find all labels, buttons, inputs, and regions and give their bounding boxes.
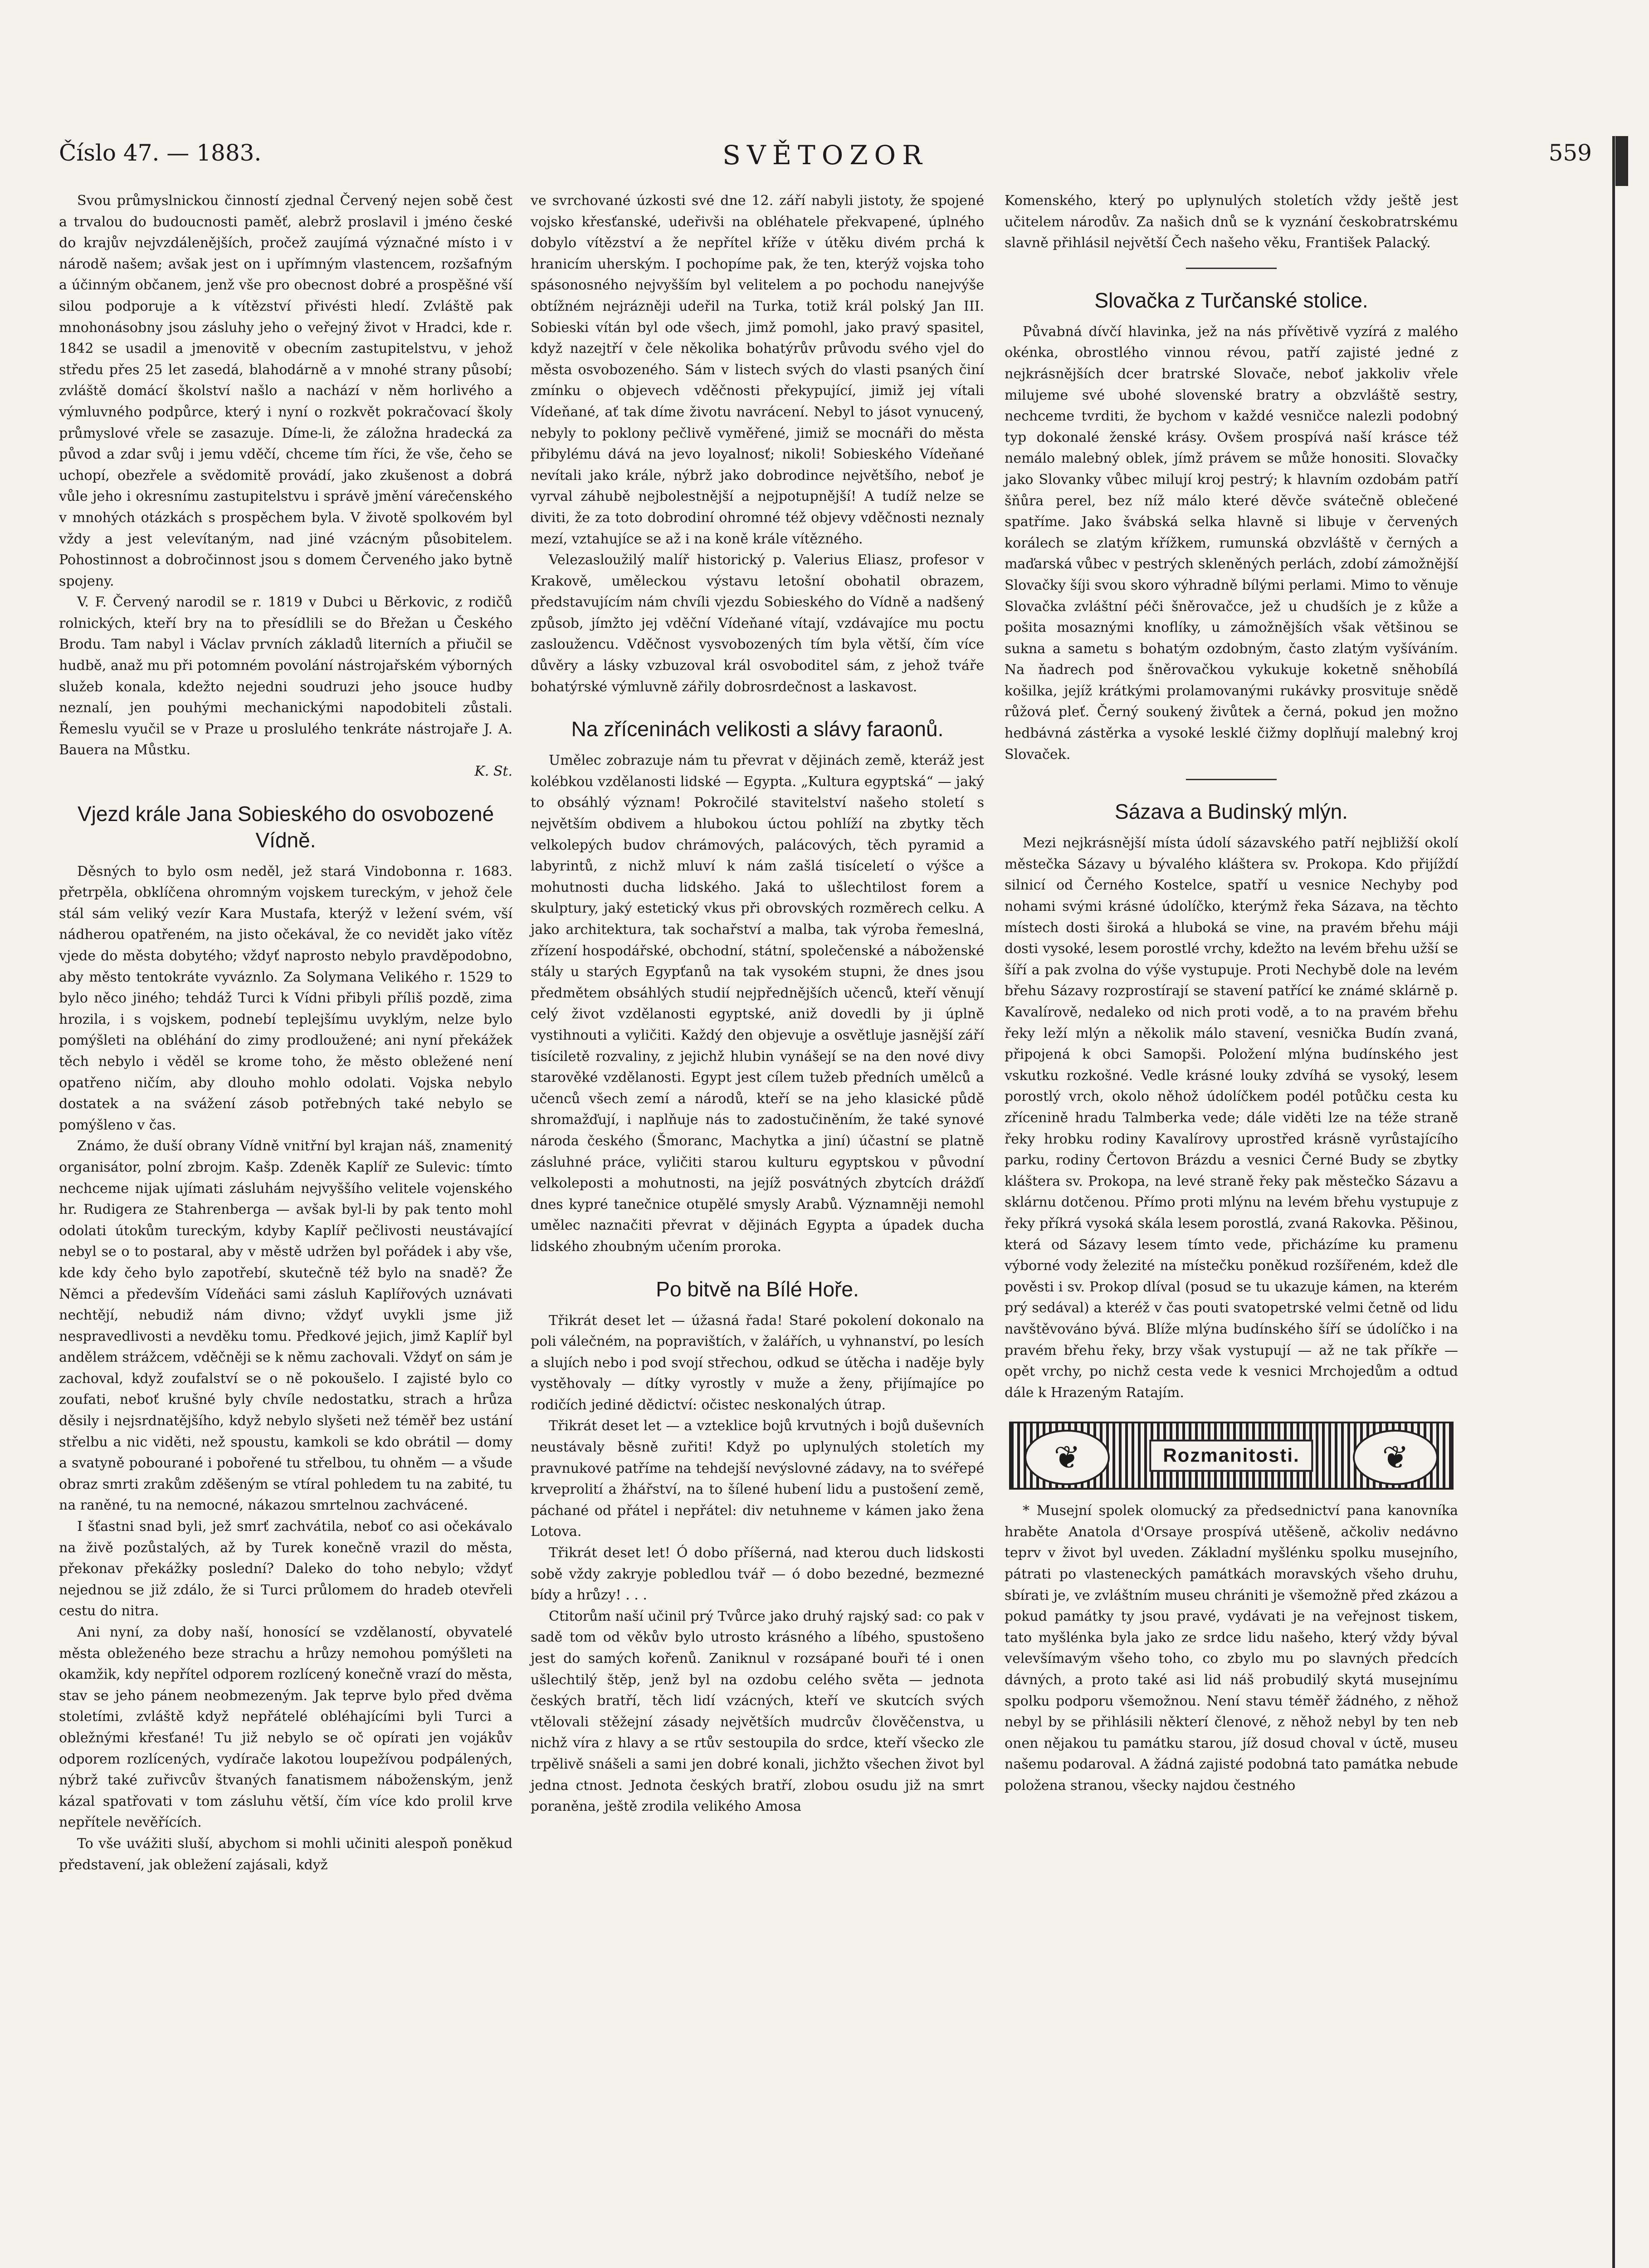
paragraph: ve svrchované úzkosti své dne 12. září nabyli jistoty, že spojené vojsko křesťanské, udeřivši na obléhatele překvapené, úplného dobylo vítězství a že nepřítel kříže v útěku divém prchá k hranicím uherským. I pochopíme pak, že ten, kterýž vojska toho spásonosného nejvyšším byl velitelem a po pochodu nanejvýše obtížném nejrázněji udeřil na Turka, totiž král polský Jan III. Sobieski vítán byl ode všech, jimž pomohl, jako pravý spasitel, když nazejtří v čele několika bohatýrův průvodu svého vjel do města osvobozeného. Sám v listech svých do vlasti psaných činí zmínku o objevech vděčnosti překypující, jimiž jej vítali Vídeňané, ať tak díme životu navrácení. Nebyl to jásot vynucený, nebyly to poklony pečlivě vyměřené, jimiž se mocnáři do města přibylému dává na jevo loyalnosť; nikoli! Sobieského Vídeňané nevítali jako krále, nýbrž jako dobrodince největšího, neboť je vyrval záhubě nejbolestnější a nejpotupnější! A tudíž nelze se diviti, že za toto dobrodiní ohromné též objevy vděčnosti neznaly mezí, vztahujíce se až i na koně krále vítězného.	[531, 193, 984, 547]
section-title: Sázava a Budinský mlýn.	[1115, 800, 1348, 824]
section-title: Na zříceninách velikosti a slávy faraonů.	[571, 717, 944, 741]
ornament-flourish-icon: ❦	[1353, 1430, 1438, 1485]
paragraph: Svou průmyslnickou činností zjednal Červený nejen sobě čest a trvalou do budoucnosti paměť, alebrž proslavil i jméno české do krajův nejvzdálenějších, pročež zaujímá význačné místo i v národě našem; avšak jest on i upřímným vlastencem, rozšafným a účinným občanem, jenž vše pro obecnost dobré a prospěšné vší silou podporuje a k vítězství přivésti hledí. Zvláště pak mnohonásobny jsou zásluhy jeho o veřejný život v Hradci, kde r. 1842 se usadil a jmenovitě v obecním zastupitelstvu, v jehož středu přes 25 let zasedá, blahodárně a v mnohé strany působí; zvláště domácí školství našlo a nachází v něm horlivého a výmluvného podpůrce, který i nyní o rozkvět pokračovací školy průmyslové vřele se zasazuje. Díme-li, že záložna hradecká za původ a zdar svůj i jemu vděčí, chceme tím říci, že vše, čeho se uchopí, obezřele a svědomitě provádí, jako zkušenost a dobrá vůle jeho i okresnímu zastupitelstvu i správě jmění várečenského v mnohých otázkách s prospěchem byla. V životě spolkovém byl vždy a jest velevítaným, nad jiné vzácným působitelem. Pohostinnost a dobročinnost jsou s domem Červeného jako bytně spojeny.	[59, 193, 512, 589]
page-edge-tab	[1615, 136, 1628, 186]
issue-number: Číslo 47. — 1883.	[59, 140, 262, 166]
page-header	[59, 140, 1592, 176]
paragraph: V. F. Červený narodil se r. 1819 v Dubci u Běrkovic, z rodičů rolnických, kteří bry na to přesídlili se do Břežan u Českého Brodu. Tam nabyl i Václav prvních základů literních a přiučil se hudbě, anaž mu při potomném povolání nástrojařském výborných služeb konala, kdežto nejedni soudruzi jeho jsouce hudby neznalí, jen pouhými mechanickými napodobiteli zůstali. Řemeslu vyučil se v Praze u proslulého tenkráte nástrojaře J. A. Bauera na Můstku.	[59, 594, 512, 758]
column-2	[531, 191, 984, 1818]
page-edge-rule	[1612, 136, 1615, 2268]
section-title: Vjezd krále Jana Sobieského do osvobozené Vídně.	[77, 802, 494, 852]
ornament-flourish-icon: ❦	[1025, 1430, 1110, 1485]
paragraph: Třikrát deset let — úžasná řada! Staré pokolení dokonalo na poli válečném, na popravištích, v žalářích, u vyhnanství, po lesích a slujích nebo i pod svojí střechou, odkud se útěcha i naděje byly vystěhovaly — dítky vyrostly v muže a ženy, přijímajíce po rodičích jediné dědictví: očistec neskonalých útrap.	[531, 1312, 984, 1413]
paragraph: Půvabná dívčí hlavinka, jež na nás přívětivě vyzírá z malého okénka, obrostlého vinnou révou, patří zajisté jedné z nejkrásnějších dcer bratrské Slovače, neboť jakkoliv vřele milujeme své ubohé slovenské bratry a obzvláště sestry, nechceme tvrditi, že bychom v každé vesničce nalezli podobný typ dokonalé ženské krásy. Ovšem prospívá naší krásce též nemálo malebný oblek, jímž právem se může honositi. Slovačky jako Slovanky vůbec milují kroj pestrý; k hlavním ozdobám patří šňůra perel, bez níž málo které děvče svátečně oblečené spatříme. Jako švábská selka hlavně si libuje v červených korálech se zlatým křížkem, rumunská obzvláště v černých a maďarská vůbec v pestrých skleněných perlách, zdobí zámožnější Slovačky šíji svou skoro výhradně bílými perlami. Mimo to věnuje Slovačka zvláštní péči šněrovačce, jež u chudších je z kůže a pošita mosaznými knoflíky, u zámožnějších však většinou se sukna a sametu s bohatým ozdobným, často zlatým vyšíváním. Na ňadrech pod šněrovačkou vykukuje koketně sněhobílá košilka, jejíž krátkými prolamovanými rukávky prosvituje snědě růžová pleť. Černý soukený živůtek a černá, pokud jen možno hedbávná zástěrka a vysoké lesklé čižmy doplňují malebný kroj Slovaček.	[1005, 323, 1458, 763]
masthead: SVĚTOZOR	[722, 140, 928, 171]
paragraph: Děsných to bylo osm neděl, jež stará Vindobonna r. 1683. přetrpěla, obklíčena ohromným vojskem tureckým, v jehož čele stál sám veliký vezír Kara Mustafa, kterýž v ležení svém, vší nádherou opatřeném, na jisto očekával, že co nevidět jako vítěz vjede do města dobytého; vždyť naprosto nebylo pravděpodobno, aby město tentokráte vyváznlo. Za Solymana Velikého r. 1529 to bylo něco jiného; tehdáž Turci k Vídni přibyli příliš pozdě, zima hrozila, i s vojskem, podnebí teplejšímu uvyklým, nelze bylo pomýšleti na obléhání do zimy prodloužené; ani nyní překážek těch nebylo i věděl se krome toho, že město obležené není opatřeno ničím, aby dlouho mohlo odolati. Vojska nebylo dostatek a na svážení zásob potřebných také nebylo se pomýšleno v čas.	[59, 863, 512, 1133]
paragraph: Velezasloužilý malíř historický p. Valerius Eliasz, profesor v Krakově, uměleckou výstavu letošní obohatil obrazem, představujícím nám chvíli vjezdu Sobieského do Vídně a nadšený způsob, jímžto jej vděční Vídeňané vítají, vzdávajíce mu poctu zasloužencu. Vděčnost vysvobozených tím byla větší, čím více důvěry a lásky vzbuzoval král osvoboditel sám, z jehož tváře bohatýrské výmluvně zářily dobrosrdečnost a laskavost.	[531, 552, 984, 695]
paragraph: Třikrát deset let — a vztekliсе bojů krvutných i bojů duševních neustávaly běsně zuřiti! Když po uplynulých stoletích my pravnukové patříme na tehdejší nevýslovné zádavy, na to svéřepé krveprolití a žhářství, na to šílené hubení lidu a pustošení země, páchané od přátel i nepřátel: div netuhneme v kámen jako žena Lotova.	[531, 1418, 984, 1540]
author-signature: K. St.	[474, 763, 512, 780]
paragraph: I šťastni snad byli, jež smrť zachvátila, neboť co asi očekávalo na živě pozůstalých, až by Turek konečně vrazil do města, překonav překážky poslední? Daleko do toho nebylo; vždyť nejednou se již zdálo, že si Turci průlomem do hradeb otevřeli cestu do nitra.	[59, 1519, 512, 1619]
section-title: Slovačka z Turčanské stolice.	[1094, 288, 1368, 312]
paragraph: Ani nyní, za doby naší, honosící se vzdělaností, obyvatelé města obleženého beze strachu a hrůzy nemohou pomýšleti na okamžik, kdy nepřítel odporem rozlícený konečně vrazí do města, stav se jeho pánem neobmezeným. Jak teprve bylo před dvěma stoletími, zvláště když nepřátelé obléhajícími byli Turci a obležnými křesťané! Tu již nebylo se oč opírati jen vojákův odporem rozlícených, vydírače lakotou loupežívou podpálených, nýbrž také zuřivcův štvaných fanatismem náboženským, jenž kázal spatřovati v tom zásluhu větší, čím více kdo prolil krve nepřítele nevěřících.	[59, 1624, 512, 1831]
paragraph: Mezi nejkrásnější místa údolí sázavského patří nejbližší okolí městečka Sázavy u bývalého kláštera sv. Prokopa. Kdo přijíždí silnicí od Černého Kostelce, spatří u vesnice Nechyby pod nohami svými krásné údolíčko, kterýmž řeka Sázava, na těchto místech dosti široká a hluboká se vine, na pravém břehu máji dosti vysoké, lesem porostlé vrchy, kdežto na levém břehu užší se šíří a pak zvolna do výše vystupuje. Proti Nechybě dole na levém břehu Sázavy rozprostírají se stavení patřící ke známé sklárně p. Kavalírově, nedaleko od nich proti vodě, a to na pravém břehu řeky leží mlýn a několik málo stavení, vesnička Budín zvaná, připojená k obci Samopši. Položení mlýna budínského jest vskutku rozkošné. Vedle krásné louky zdvíhá se vysoký, lesem porostlý vrch, okolo něhož údolíčkem podél potůčku cesta ku zřícenině hradu Talmberka vede; dále viděti lze na téže straně řeky hrobku rodiny Kavalírovy uprostřed krásně vyrůstajícího parku, rodiny Čertovon Brázdu a vesnici Černé Budy se zbytky kláštera sv. Prokopa, na levé straně řeky pak městečko Sázavu a sklárnu dotčenou. Přímo proti mlýnu na levém břehu vystupuje z řeky příkrá vysoká skála lesem porostlá, zvaná Rakovka. Pěšinou, která od Sázavy lesem tímto vede, přicházíme ku pramenu výborné vody železité na místečku poněkud rozšířeném, kdež dle pověsti i sv. Prokop dlíval (posud se tu ukazuje kámen, na kterém prý sedával) a kteréž v čas pouti svatopetrské velmi četně od lidu navštěvováno bývá. Blíže mlýna budínského šíří se údolíčko i na pravém břehu řeky, brzy však vystupují — až ne tak příkře — opět vrchy, po nichž cesta vede k vesnici Mrchojedům a odtud dále k Hrazeným Ratajím.	[1005, 835, 1458, 1401]
ornament-label: Rozmanitosti.	[1149, 1440, 1313, 1472]
section-divider	[1186, 268, 1277, 269]
paragraph: Komenského, který po uplynulých stoletích vždy ještě jest učitelem národův. Za našich dnů se k vyznání českobratrskému slavně přihlásil největší Čech našeho věku, František Palacký.	[1005, 193, 1458, 251]
page-number: 559	[1548, 140, 1592, 166]
paragraph: * Musejní spolek olomucký za předsednictví pana kanovníka hraběte Anatola d'Orsaye prospívá utěšeně, ačkoliv nedávno teprv v život byl uveden. Základní myšlénku spolku musejního, pátrati po vlasteneckých památkách moravských všeho druhu, sbírati je, ve zvláštním museu chrániti je všemožně před zkázou a pokud památky ty jsou pravé, vydávati je na veřejnost tiskem, tato myšlénka byla jako ze srdce lidu našeho, který vždy býval velevšímavým všeho toho, co zbylo mu po slavných předcích dávných, a proto také asi lid náš probudilý skytá musejnímu spolku podporu všemožnou. Není stavu téměř žádného, z něhož nebyl by se přihlásili některí členové, z něhož nebyl by ten neb onen nějakou tu památku starou, jíž dosud choval v úctě, museu našemu podaroval. A žádná zajisté podobná tato památka nebude položena stranou, všecky najdou čestného	[1005, 1503, 1458, 1794]
column-1	[59, 191, 512, 1876]
section-title: Po bitvě na Bílé Hoře.	[656, 1277, 859, 1301]
paragraph: Umělec zobrazuje nám tu převrat v dějinách země, kteráž jest kolébkou vzdělanosti lidské — Egypta. „Kultura egyptská“ — jaký to obsáhlý význam! Pokročilé stavitelství našeho století s největším obdivem a hlubokou úctou pohlíží na zbytky těch velkolepých budov chrámových, palácových, těch pyramid a labyrintů, z nichž mluví k nám zašlá tisíceletí o výšce a mohutnosti ducha lidského. Jaká to ušlechtilost forem a skulptury, jaký estetický vkus při obrovských rozměrech celku. A jako architektura, tak sochařství a malba, tak výroba řemeslná, zřízení hospodářské, obchodní, státní, společenské a náboženské stály u starých Egypťanů na tak vysokém stupni, že dnes jsou předmětem obsáhlých studií nejpřednějších učenců, kteří věnují celý život vzdělanosti egyptské, aniž dovedli by ji úplně vystihnouti a vyličiti. Každý den objevuje a osvětluje jasnější září tisíciletě rozvaliny, z jejichž hlubin vynášejí se na den nové divy starověké vzdělanosti. Egypt jest cílem tužeb předních umělců a učenců všech zemí a národů, kteří se na jeho klasické půdě shromažďují, i naplňuje nás to zadostučiněním, že také synové národa českého (Šmoranc, Machytka a jiní) účastní se platně zásluhné práce, vyličiti starou kulturu egyptskou v původní velkoleposti a mohutnosti, na jejíž posvátných zbytcích drážďí dnes kypré tanečnice otupělé smysly Arabů. Významněji nemohl umělec naznačiti převrat v dějinách Egypta a úpadek ducha lidského zhoubným učením proroka.	[531, 753, 984, 1255]
paragraph: To vše uvážiti sluší, abychom si mohli učiniti alespoň poněkud představení, jak obležení zajásali, když	[59, 1835, 512, 1873]
column-3	[1005, 191, 1458, 1797]
section-divider	[1186, 779, 1277, 780]
paragraph: Ctitorům naší učinil prý Tvůrce jako druhý rajský sad: co pak v sadě tom od věkův bylo utrosto krásného a líbého, spustošeno jest do samých kořenů. Zaniknul v rozsápané bouři té i onen ušlechtilý štěp, jenž byl na ozdobu celého světa — jednota českých bratří, těch lidí vzácných, kteří ve skutcích svých vtělovali stěžejní zásady největších mudrcův člověčenstva, u nichž víra z hlavy a se rtův sestoupila do srdce, kteří všecko zle trpělivě snášeli a sami jen dobré konali, jichžto všechen život byl jedna ctnost. Jednota českých bratří, zlobou osudu již na smrt poraněna, ještě zrodila velikého Amosa	[531, 1608, 984, 1815]
paragraph: Známo, že duší obrany Vídně vnitřní byl krajan náš, znamenitý organisátor, polní zbrojm. Kašp. Zdeněk Kaplíř ze Sulevic: tímto nechceme nijak ujímati zásluhám nejvyššího velitele vojenského hr. Rudigera ze Stahrenberga — avšak byl-li by pak tento mohl odolati útokům tureckým, kdyby Kaplíř pečlivosti neustávající nebyl se o to postaral, aby v městě udržen byl pořádek i aby vše, kde kdy čeho bylo zapotřebí, skutečně též bylo na snadě? Že Němci a především Vídeňáci sami zásluh Kaplířových uznávati nechtějí, nebudiž nám divno; vždyť uvykli jsme již nespravedlivosti a nevděku tomu. Předkové jejich, jimž Kaplíř byl andělem strážcem, vděčněji se k němu zachovali. Vždyť on sám je zachoval, když zoufalství se o ně pokoušelo. I zajisté bylo co zoufati, neboť krušné byly chvíle nedostatku, strach a hrůza děsily i nejsrdnatějšího, když nebylo slyšeti než téměř bez ustání střelbu a nic viděti, než spoustu, kamkoli se kdo obrátil — domy a svatyně pobourané i pobořené tu střelbou, tu ohněm — a všude obraz smrti zrakům zděšeným se vtíral pohledem tu na zabité, tu na raněné, tu na nemocné, nákazou smrtelnou zachvácené.	[59, 1138, 512, 1514]
paragraph: Třikrát deset let! Ó dobo příšerná, nad kterou duch lidskosti sobě vždy zakryje pobledlou tvář — ó dobo bezedné, bezmezné bídy a hrůzy! . . .	[531, 1545, 984, 1603]
ornament-banner	[1009, 1422, 1454, 1490]
